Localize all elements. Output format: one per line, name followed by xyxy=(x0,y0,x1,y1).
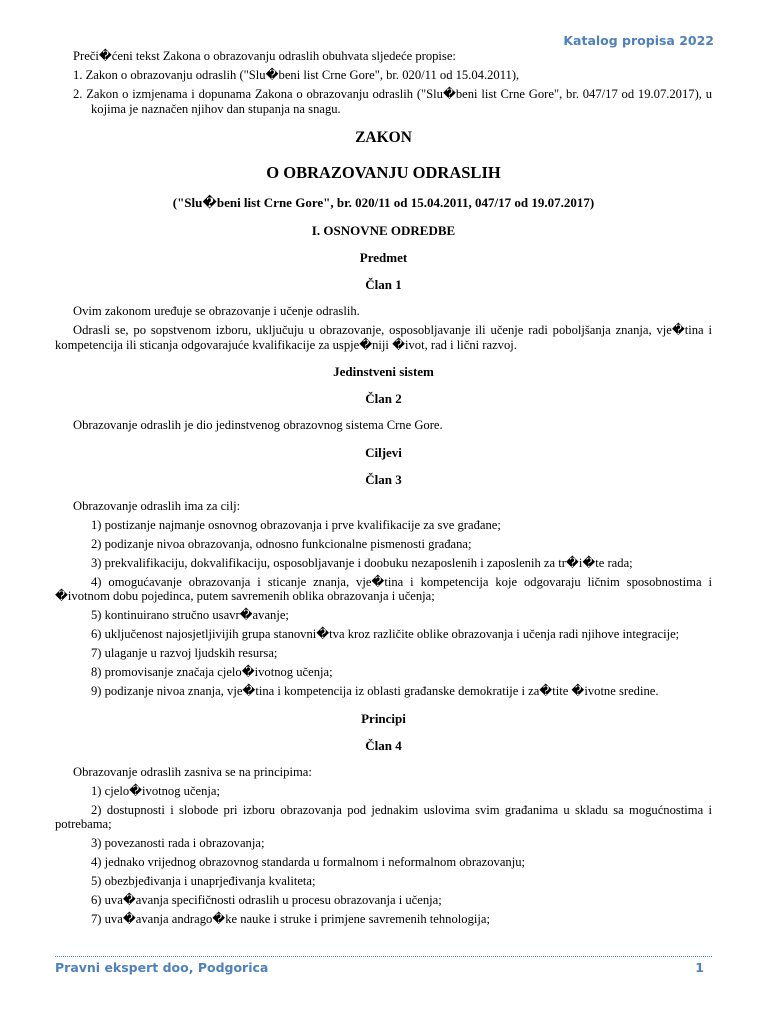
article-lead: Obrazovanje odraslih ima za cilj: xyxy=(73,498,241,513)
list-item: 4) omogućavanje obrazovanja i sticanje znanja, vje�tina i kompetencija koje odgovaraju ličnim sposobnostima i �ivotnom dobu pojedinca, putem savremenih oblika obrazovanja i učenja; xyxy=(55,574,712,603)
list-item: 8) promovisanje značaja cjelo�ivotnog učenja; xyxy=(91,665,333,679)
list-item: 4) jednako vrijednog obrazovnog standarda u formalnom i neformalnom obrazovanju; xyxy=(91,855,526,869)
list-item: 5) kontinuirano stručno usavr�avanje; xyxy=(91,608,289,622)
law-title-zakon: ZAKON xyxy=(355,129,412,146)
footer-publisher: Pravni ekspert doo, Podgorica xyxy=(55,960,269,975)
list-item: 6) uva�avanja specifičnosti odraslih u procesu obrazovanja i učenja; xyxy=(91,893,442,907)
law-title-main: O OBRAZOVANJU ODRASLIH xyxy=(266,163,501,182)
intro-item: 2. Zakon o izmjenama i dopunama Zakona o obrazovanju odraslih ("Slu�beni list Crne Gore", br. 047/17 od 19.07.2017), u kojima je naznačen njihov dan stupanja na snagu. xyxy=(73,87,712,116)
footer-divider xyxy=(55,956,712,957)
subsection-heading: Predmet xyxy=(359,250,408,265)
list-item: 9) podizanje nivoa znanja, vje�tina i kompetencija iz oblasti građanske demokratije i za�tite �ivotne sredine. xyxy=(91,684,659,698)
article-heading: Član 1 xyxy=(365,277,402,292)
list-item: 6) uključenost najosjetljivijih grupa stanovni�tva kroz različite oblike obrazovanja i učenja radi njihove integracije; xyxy=(91,627,680,641)
subsection-heading: Jedinstveni sistem xyxy=(333,364,434,379)
document-body xyxy=(55,49,712,931)
list-item: 1) postizanje najmanje osnovnog obrazovanja i prve kvalifikacije za sve građane; xyxy=(91,517,501,532)
article-paragraph: Obrazovanje odraslih je dio jedinstvenog obrazovnog sistema Crne Gore. xyxy=(73,418,443,432)
intro-lead: Preči�ćeni tekst Zakona o obrazovanju odraslih obuhvata sljedeće propise: xyxy=(73,49,456,63)
list-item: 7) ulaganje u razvoj ljudskih resursa; xyxy=(91,646,278,660)
law-title-reference: ("Slu�beni list Crne Gore", br. 020/11 od 15.04.2011, 047/17 od 19.07.2017) xyxy=(172,195,595,210)
article-heading: Član 4 xyxy=(365,737,402,753)
list-item: 3) prekvalifikaciju, dokvalifikaciju, osposobljavanje i doobuku nezaposlenih i zaposlenih za tr�i�te rada; xyxy=(91,555,633,570)
list-item: 2) dostupnosti i slobode pri izboru obrazovanja pod jednakim uslovima svim građanima u skladu sa mogućnostima i potrebama; xyxy=(55,802,712,831)
section-heading: I. OSNOVNE ODREDBE xyxy=(311,223,456,238)
list-item: 3) povezanosti rada i obrazovanja; xyxy=(91,836,265,850)
article-paragraph: Ovim zakonom uređuje se obrazovanje i učenje odraslih. xyxy=(73,304,360,318)
page-number: 1 xyxy=(695,960,704,975)
list-item: 1) cjelo�ivotnog učenja; xyxy=(91,783,221,798)
page-header-brand: Katalog propisa 2022 xyxy=(563,33,714,48)
article-lead: Obrazovanje odraslih zasniva se na principima: xyxy=(73,764,312,779)
intro-item: 1. Zakon o obrazovanju odraslih ("Slu�beni list Crne Gore", br. 020/11 od 15.04.2011), xyxy=(73,68,520,82)
article-paragraph: Odrasli se, po sopstvenom izboru, uključuju u obrazovanje, osposobljavanje ili učenje radi poboljšanja znanja, vje�tina i kompetencija ili sticanja odgovarajuće kvalifikacije za uspje�niji �ivot, rad i lični razvoj. xyxy=(55,323,712,352)
list-item: 2) podizanje nivoa obrazovanja, odnosno funkcionalne pismenosti građana; xyxy=(91,536,472,551)
article-heading: Član 3 xyxy=(365,471,402,487)
list-item: 5) obezbjeđivanja i unaprjeđivanja kvaliteta; xyxy=(91,874,316,888)
subsection-heading: Ciljevi xyxy=(365,444,402,460)
subsection-heading: Principi xyxy=(361,710,406,726)
article-heading: Član 2 xyxy=(365,391,402,406)
list-item: 7) uva�avanja andrago�ke nauke i struke i primjene savremenih tehnologija; xyxy=(91,912,490,926)
